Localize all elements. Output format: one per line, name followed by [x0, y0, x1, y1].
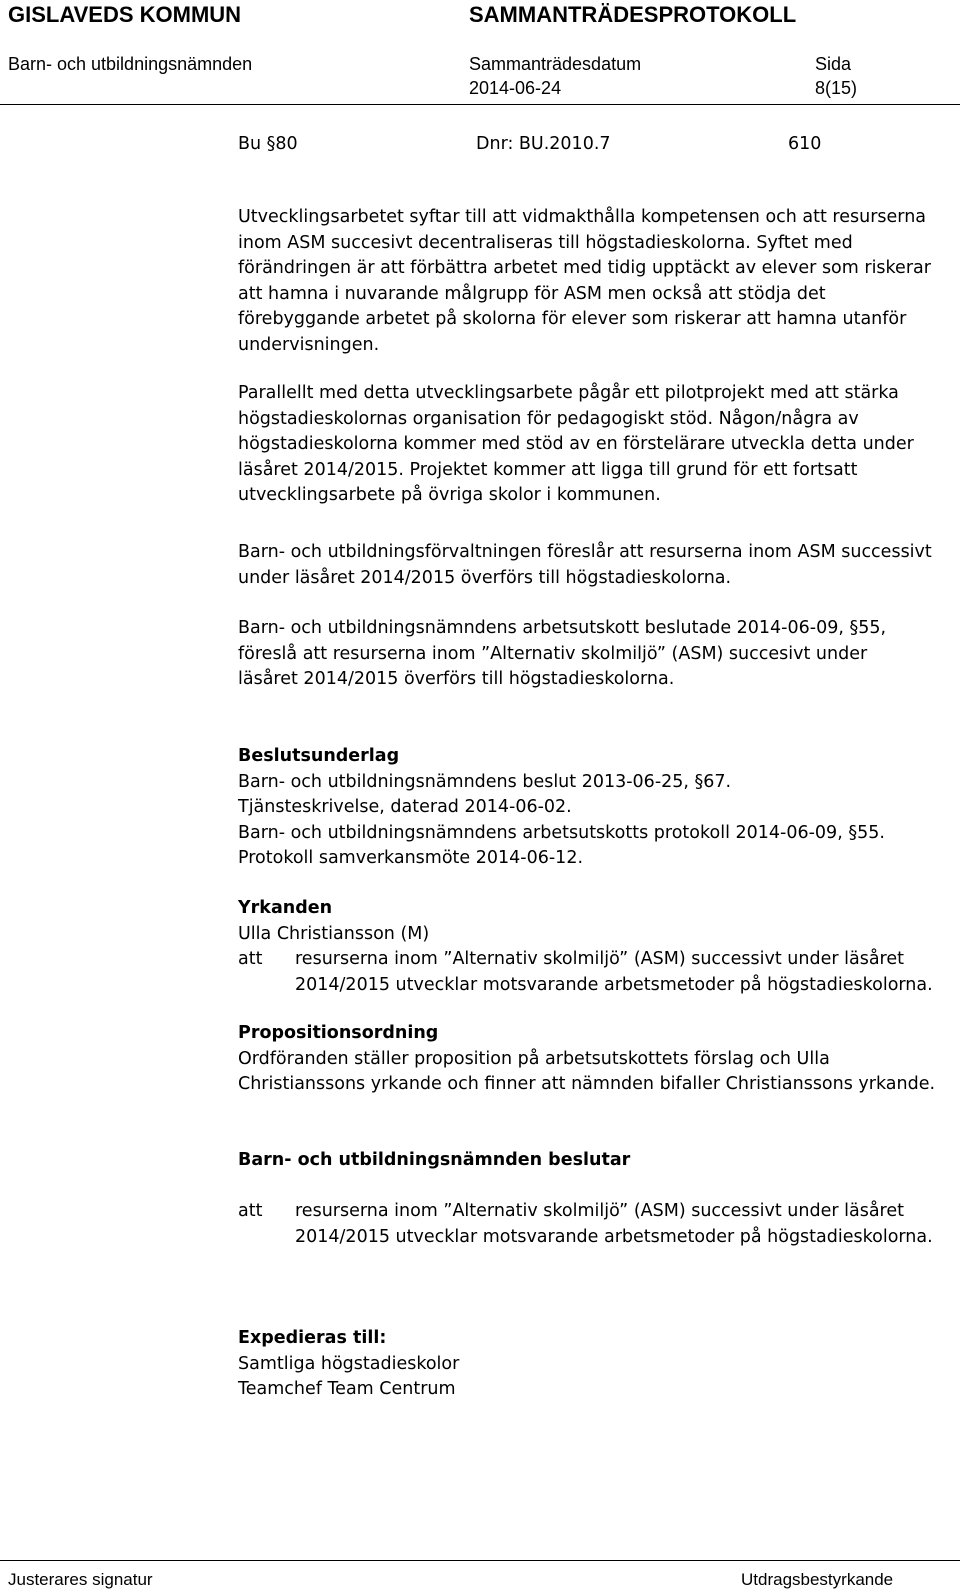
section-heading: Beslutsunderlag	[238, 746, 400, 766]
text-line: Utvecklingsarbetet syftar till att vidmakthålla kompetensen och att resurserna	[238, 207, 927, 227]
text-line: läsåret 2014/2015 överförs till högstadieskolorna.	[238, 669, 675, 689]
document-title: SAMMANTRÄDESPROTOKOLL	[469, 2, 797, 27]
list-item: Barn- och utbildningsnämndens arbetsutskotts protokoll 2014-06-09, §55.	[238, 822, 885, 843]
paragraph-proposal	[238, 540, 938, 591]
recipient: Samtliga högstadieskolor	[238, 1353, 460, 1374]
att-keyword: att	[238, 949, 263, 969]
extract-certification-label: Utdragsbestyrkande	[741, 1570, 894, 1589]
text-line: högstadieskolorna kommer med stöd av en förstelärare utveckla detta under	[238, 434, 914, 454]
list-item: Barn- och utbildningsnämndens beslut 2013-06-25, §67.	[238, 771, 732, 792]
text-line: inom ASM succesivt decentraliseras till högstadieskolorna. Syftet med	[238, 232, 853, 253]
section-heading: Barn- och utbildningsnämnden beslutar	[238, 1150, 631, 1170]
section-heading: Yrkanden	[238, 898, 333, 918]
case-number: Dnr: BU.2010.7	[476, 134, 611, 154]
text-line: Barn- och utbildningsförvaltningen föreslår att resurserna inom ASM successivt	[238, 542, 932, 562]
text-line: förebyggande arbetet på skolorna för elever som riskerar att hamna utanför	[238, 309, 907, 329]
meeting-date-value: 2014-06-24	[469, 78, 562, 98]
list-item: Protokoll samverkansmöte 2014-06-12.	[238, 848, 584, 868]
adjuster-signature-label: Justerares signatur	[8, 1570, 153, 1589]
list-item: Tjänsteskrivelse, daterad 2014-06-02.	[238, 797, 572, 817]
municipality-name: GISLAVEDS KOMMUN	[8, 2, 242, 27]
page-number: 8(15)	[815, 78, 858, 98]
paragraph-pilot-project	[238, 381, 938, 509]
decision-att-clause	[238, 1199, 938, 1250]
distribution-section	[238, 1326, 938, 1403]
committee-name: Barn- och utbildningsnämnden	[8, 54, 253, 74]
header-divider	[0, 104, 960, 105]
text-line: Barn- och utbildningsnämndens arbetsutskott beslutade 2014-06-09, §55,	[238, 618, 887, 638]
page-label: Sida	[815, 54, 852, 74]
text-line: under läsåret 2014/2015 överförs till högstadieskolorna.	[238, 567, 732, 588]
paragraph-reference: Bu §80	[238, 134, 298, 154]
meeting-date-label: Sammanträdesdatum	[469, 54, 642, 74]
text-line: högstadieskolornas organisation för pedagogiskt stöd. Någon/några av	[238, 408, 859, 429]
text-line: föreslå att resurserna inom ”Alternativ skolmiljö” (ASM) succesivt under	[238, 643, 868, 664]
footer-divider	[0, 1560, 960, 1561]
text-line: Ordföranden ställer proposition på arbetsutskottets förslag och Ulla	[238, 1048, 830, 1069]
paragraph-background	[238, 205, 938, 358]
text-line: 2014/2015 utvecklar motsvarande arbetsmetoder på högstadieskolorna.	[295, 974, 933, 995]
decision-section	[238, 1148, 938, 1174]
recipient: Teamchef Team Centrum	[238, 1379, 456, 1399]
section-heading: Propositionsordning	[238, 1023, 439, 1043]
decision-basis-section	[238, 744, 938, 872]
paragraph-committee-decision	[238, 616, 938, 693]
section-heading: Expedieras till:	[238, 1328, 387, 1348]
proposition-order-section	[238, 1021, 938, 1098]
text-line: undervisningen.	[238, 334, 380, 355]
text-line: utvecklingsarbete på övriga skolor i kommunen.	[238, 485, 661, 505]
text-line: 2014/2015 utvecklar motsvarande arbetsmetoder på högstadieskolorna.	[295, 1226, 933, 1247]
motion-author: Ulla Christiansson (M)	[238, 923, 430, 944]
text-line: resurserna inom ”Alternativ skolmiljö” (ASM) successivt under läsåret	[295, 1201, 904, 1221]
case-code: 610	[788, 134, 822, 154]
text-line: Parallellt med detta utvecklingsarbete pågår ett pilotprojekt med att stärka	[238, 383, 899, 403]
motions-section	[238, 896, 938, 947]
text-line: Christianssons yrkande och finner att nämnden bifaller Christianssons yrkande.	[238, 1074, 936, 1094]
att-keyword: att	[238, 1201, 263, 1221]
text-line: att hamna i nuvarande målgrupp för ASM men också att stödja det	[238, 283, 826, 304]
text-line: resurserna inom ”Alternativ skolmiljö” (ASM) successivt under läsåret	[295, 949, 904, 969]
text-line: förändringen är att förbättra arbetet med tidig upptäckt av elever som riskerar	[238, 258, 931, 278]
text-line: läsåret 2014/2015. Projektet kommer att ligga till grund för ett fortsatt	[238, 459, 858, 480]
motion-att-clause	[238, 947, 938, 998]
